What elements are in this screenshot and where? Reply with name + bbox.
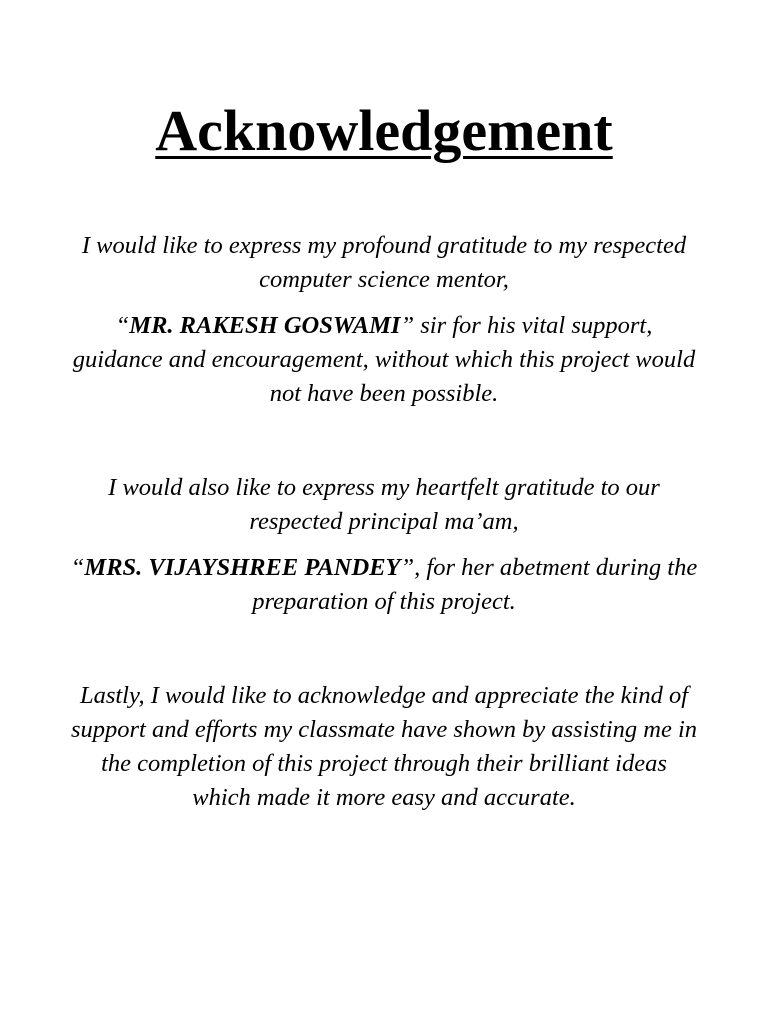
principal-paragraph-intro: I would also like to express my heartfelt gratitude to our respected principal ma’am, [108, 474, 660, 535]
page-title: Acknowledgement [155, 98, 613, 163]
mentor-name: MR. RAKESH GOSWAMI [129, 312, 401, 339]
principal-paragraph-rest: , for her abetment during the preparation of this project. [252, 554, 698, 615]
open-quote: “ [70, 554, 85, 581]
open-quote: “ [115, 312, 130, 339]
mentor-paragraph-body [70, 309, 698, 411]
mentor-paragraph-intro: I would like to express my profound gratitude to my respected computer science mentor, [81, 232, 687, 293]
classmates-paragraph: Lastly, I would like to acknowledge and appreciate the kind of support and efforts my classmate have shown by assisting me in the completion of this project through their brilliant ideas which made it more easy and accurate. [70, 682, 698, 811]
mentor-paragraph-rest: sir for his vital support, guidance and encouragement, without which this project would not have been possible. [72, 312, 696, 407]
principal-name: MRS. VIJAYSHREE PANDEY [84, 554, 401, 581]
close-quote: ” [400, 312, 415, 339]
principal-paragraph-body [70, 551, 698, 619]
close-quote: ” [400, 554, 415, 581]
